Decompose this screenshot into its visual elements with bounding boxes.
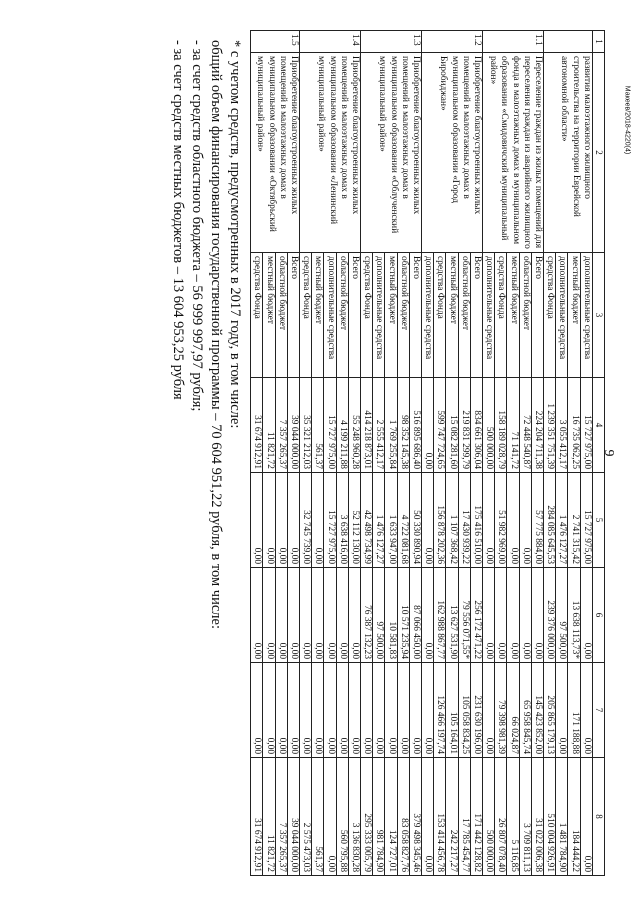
- amount-cell: 145 423 852,00: [531, 663, 543, 758]
- amount-cell: 0,00: [519, 473, 531, 568]
- amount-cell: 79 398 981,39: [495, 663, 507, 758]
- amount-cell: 500 000,00: [482, 758, 494, 876]
- amount-cell: 55 248 960,28: [348, 378, 360, 473]
- amount-cell: 414 218 873,01: [360, 378, 372, 473]
- amount-cell: 2 575 473,03: [299, 758, 311, 876]
- amount-cell: 10 571 235,94: [397, 568, 409, 663]
- amount-cell: 0,00: [421, 663, 433, 758]
- measure-name: Приобретение благоустроенных жилых помещений в малоэтажных домах в муниципальном образовании «Ленинский муниципальный район»: [299, 53, 360, 253]
- funding-source: Всего: [348, 253, 360, 378]
- amount-cell: 0,00: [495, 568, 507, 663]
- amount-cell: 0,00: [287, 568, 299, 663]
- funding-source: дополнительные средства: [580, 253, 592, 378]
- amount-cell: 0,00: [275, 568, 287, 663]
- row-index: 1.3: [360, 31, 421, 53]
- amount-cell: 42 498 734,99: [360, 473, 372, 568]
- amount-cell: 0,00: [348, 663, 360, 758]
- amount-cell: 256 172 471,22: [470, 568, 482, 663]
- amount-cell: 0,00: [251, 568, 263, 663]
- footnote-line: * с учетом средств, предусмотренных в 2017 году, в том числе:: [227, 40, 243, 429]
- amount-cell: 15 082 281,60: [446, 378, 458, 473]
- amount-cell: 1 481 784,90: [556, 758, 568, 876]
- amount-cell: 0,00: [336, 568, 348, 663]
- measure-name: Приобретение благоустроенных жилых помещений в малоэтажных домах в муниципальном образовании «Октябрьский муниципальный район»: [251, 53, 300, 253]
- amount-cell: 0,00: [421, 758, 433, 876]
- funding-source: средства Фонда: [495, 253, 507, 378]
- column-header: 4: [592, 378, 604, 473]
- document-id: Макеев/2018-4220(4): [623, 85, 631, 155]
- amount-cell: 0,00: [275, 663, 287, 758]
- funding-source: местный бюджет: [312, 253, 324, 378]
- amount-cell: 0,00: [263, 568, 275, 663]
- amount-cell: 13 638 113,73*: [568, 568, 580, 663]
- amount-cell: 0,00: [385, 663, 397, 758]
- amount-cell: 0,00: [556, 663, 568, 758]
- amount-cell: 2 555 412,17: [373, 378, 385, 473]
- amount-cell: 184 444,22: [568, 758, 580, 876]
- amount-cell: 0,00: [324, 663, 336, 758]
- amount-cell: 124 727,01: [385, 758, 397, 876]
- amount-cell: 599 747 724,65: [434, 378, 446, 473]
- amount-cell: 219 831 299,79: [458, 378, 470, 473]
- amount-cell: 26 807 078,40: [495, 758, 507, 876]
- amount-cell: 0,00: [397, 663, 409, 758]
- table-row: [470, 31, 482, 876]
- amount-cell: 516 895 686,40: [409, 378, 421, 473]
- amount-cell: 72 448 540,87: [519, 378, 531, 473]
- amount-cell: 981 784,90: [373, 758, 385, 876]
- funding-source: дополнительные средства: [373, 253, 385, 378]
- funding-source: областной бюджет: [336, 253, 348, 378]
- amount-cell: 65 958 845,74: [519, 663, 531, 758]
- row-index: [543, 31, 592, 53]
- amount-cell: 0,00: [263, 473, 275, 568]
- funding-source: средства Фонда: [360, 253, 372, 378]
- measure-name: Приобретение благоустроенных жилых помещений в малоэтажных домах в муниципальном образовании «Облученский муниципальный район»: [360, 53, 421, 253]
- amount-cell: 1 239 351 751,39: [543, 378, 555, 473]
- amount-cell: 0,00: [580, 758, 592, 876]
- amount-cell: 126 466 197,74: [434, 663, 446, 758]
- amount-cell: 35 321 212,03: [299, 378, 311, 473]
- table-row: [580, 31, 592, 876]
- amount-cell: 0,00: [251, 473, 263, 568]
- amount-cell: 57 775 884,00: [531, 473, 543, 568]
- amount-cell: 15 727 975,00: [580, 473, 592, 568]
- amount-cell: 16 735 062,25: [568, 378, 580, 473]
- amount-cell: 1 476 127,27: [373, 473, 385, 568]
- amount-cell: 153 414 456,78: [434, 758, 446, 876]
- amount-cell: 0,00: [421, 568, 433, 663]
- amount-cell: 2 741 315,42: [568, 473, 580, 568]
- amount-cell: 17 785 454,77: [458, 758, 470, 876]
- funding-source: Всего: [531, 253, 543, 378]
- funding-table: [250, 30, 605, 876]
- amount-cell: 52 112 130,00: [348, 473, 360, 568]
- amount-cell: 0,00: [336, 663, 348, 758]
- amount-cell: 295 333 005,79: [360, 758, 372, 876]
- column-header: 6: [592, 568, 604, 663]
- amount-cell: 0,00: [312, 473, 324, 568]
- amount-cell: 3 055 412,17: [556, 378, 568, 473]
- amount-cell: 3 709 811,13: [519, 758, 531, 876]
- amount-cell: 15 727 975,00: [324, 378, 336, 473]
- amount-cell: 156 878 202,36: [434, 473, 446, 568]
- measure-name: Приобретение благоустроенных жилых помещений в малоэтажных домах в муниципальном образовании «Город Биробиджан»: [421, 53, 482, 253]
- amount-cell: 0,00: [531, 568, 543, 663]
- column-header: 5: [592, 473, 604, 568]
- measure-name: Переселение граждан из жилых помещений для переселения граждан из аварийного жилищного фонда в малоэтажных домах в муниципальном образовании «Смидовичский муниципальный район»: [482, 53, 543, 253]
- amount-cell: 284 085 645,53: [543, 473, 555, 568]
- column-header: 8: [592, 758, 604, 876]
- amount-cell: 0,00: [421, 473, 433, 568]
- funding-source: местный бюджет: [568, 253, 580, 378]
- row-index: 1.1: [482, 31, 543, 53]
- amount-cell: 97 500,00: [556, 568, 568, 663]
- amount-cell: 39 044 000,00: [287, 378, 299, 473]
- amount-cell: 0,00: [421, 378, 433, 473]
- funding-source: Всего: [409, 253, 421, 378]
- amount-cell: 76 387 132,23: [360, 568, 372, 663]
- funding-source: Всего: [470, 253, 482, 378]
- amount-cell: 1 769 255,84: [385, 378, 397, 473]
- funding-source: средства Фонда: [434, 253, 446, 378]
- amount-cell: 0,00: [507, 568, 519, 663]
- table-row: [531, 31, 543, 876]
- row-index: 1.2: [421, 31, 482, 53]
- amount-cell: 31 674 912,91: [251, 758, 263, 876]
- funding-source: местный бюджет: [385, 253, 397, 378]
- amount-cell: 171 442 128,82: [470, 758, 482, 876]
- amount-cell: 98 352 145,38: [397, 378, 409, 473]
- table-row: [348, 31, 360, 876]
- funding-source: областной бюджет: [275, 253, 287, 378]
- amount-cell: 175 416 510,00: [470, 473, 482, 568]
- amount-cell: 0,00: [312, 663, 324, 758]
- amount-cell: 1 633 947,00: [385, 473, 397, 568]
- amount-cell: 0,00: [287, 473, 299, 568]
- amount-cell: 224 204 711,38: [531, 378, 543, 473]
- funding-source: средства Фонда: [543, 253, 555, 378]
- funding-source: средства Фонда: [299, 253, 311, 378]
- footnote-line: общий объем финансирования государственной программы – 70 604 951,22 рубля, в том числе:: [208, 40, 224, 629]
- measure-name: развития малоэтажного жилищного строительства на территории Еврейской автономной области»: [543, 53, 592, 253]
- table-row: [287, 31, 299, 876]
- amount-cell: 0,00: [299, 663, 311, 758]
- funding-source: дополнительные средства: [324, 253, 336, 378]
- amount-cell: 510 004 926,91: [543, 758, 555, 876]
- amount-cell: 11 821,72: [263, 758, 275, 876]
- amount-cell: 7 357 265,37: [275, 758, 287, 876]
- amount-cell: 4 199 211,88: [336, 378, 348, 473]
- page-number: 9: [601, 449, 616, 457]
- amount-cell: 834 661 306,04: [470, 378, 482, 473]
- column-header: 1: [592, 31, 604, 53]
- amount-cell: 51 982 969,00: [495, 473, 507, 568]
- amount-cell: 560 795,88: [336, 758, 348, 876]
- funding-source: местный бюджет: [446, 253, 458, 378]
- amount-cell: 39 044 000,00: [287, 758, 299, 876]
- amount-cell: 171 188,88: [568, 663, 580, 758]
- amount-cell: 379 498 345,46: [409, 758, 421, 876]
- amount-cell: 15 727 975,00: [324, 473, 336, 568]
- amount-cell: 0,00: [324, 758, 336, 876]
- row-index: 1.5: [251, 31, 300, 53]
- amount-cell: 4 722 081,68: [397, 473, 409, 568]
- amount-cell: 11 821,72: [263, 378, 275, 473]
- amount-cell: 66 024,87: [507, 663, 519, 758]
- amount-cell: 0,00: [348, 568, 360, 663]
- column-header: 2: [592, 53, 604, 253]
- funding-source: дополнительные средства: [556, 253, 568, 378]
- funding-source: местный бюджет: [507, 253, 519, 378]
- amount-cell: 105 058 834,25: [458, 663, 470, 758]
- funding-source: Всего: [287, 253, 299, 378]
- amount-cell: 0,00: [482, 473, 494, 568]
- footnote-line: - за счет средств областного бюджета – 56 999 997,97 рубля;: [189, 40, 205, 412]
- amount-cell: 0,00: [251, 663, 263, 758]
- amount-cell: 32 745 739,00: [299, 473, 311, 568]
- amount-cell: 5 116,85: [507, 758, 519, 876]
- amount-cell: 239 376 000,00: [543, 568, 555, 663]
- footnotes: [168, 40, 244, 870]
- amount-cell: 79 556 071,55*: [458, 568, 470, 663]
- amount-cell: 0,00: [519, 568, 531, 663]
- amount-cell: 50 330 890,94: [409, 473, 421, 568]
- amount-cell: 0,00: [312, 568, 324, 663]
- funding-source: дополнительные средства: [482, 253, 494, 378]
- amount-cell: 15 727 975,00: [580, 378, 592, 473]
- funding-source: областной бюджет: [397, 253, 409, 378]
- amount-cell: 500 000,00: [482, 378, 494, 473]
- amount-cell: 83 058 827,76: [397, 758, 409, 876]
- amount-cell: 0,00: [373, 663, 385, 758]
- amount-cell: 158 189 028,79: [495, 378, 507, 473]
- table-header-row: [592, 31, 604, 876]
- amount-cell: 0,00: [580, 568, 592, 663]
- amount-cell: 561,37: [312, 378, 324, 473]
- amount-cell: 31 674 912,91: [251, 378, 263, 473]
- footnote-line: - за счет средств местных бюджетов – 13 604 953,25 рубля: [170, 40, 186, 400]
- amount-cell: 0,00: [580, 663, 592, 758]
- amount-cell: 205 865 179,13: [543, 663, 555, 758]
- funding-source: средства Фонда: [251, 253, 263, 378]
- amount-cell: 0,00: [507, 473, 519, 568]
- amount-cell: 0,00: [409, 663, 421, 758]
- amount-cell: 87 066 450,00: [409, 568, 421, 663]
- amount-cell: 3 638 416,00: [336, 473, 348, 568]
- amount-cell: 1 107 368,42: [446, 473, 458, 568]
- amount-cell: 0,00: [324, 568, 336, 663]
- amount-cell: 0,00: [263, 663, 275, 758]
- amount-cell: 242 217,27: [446, 758, 458, 876]
- amount-cell: 71 141,72: [507, 378, 519, 473]
- amount-cell: 162 988 867,77: [434, 568, 446, 663]
- amount-cell: 1 476 127,27: [556, 473, 568, 568]
- funding-source: местный бюджет: [263, 253, 275, 378]
- amount-cell: 0,00: [275, 473, 287, 568]
- rotated-page-content: [35, 30, 605, 875]
- funding-source: областной бюджет: [519, 253, 531, 378]
- amount-cell: 10 581,83: [385, 568, 397, 663]
- amount-cell: 97 500,00: [373, 568, 385, 663]
- amount-cell: 17 430 939,22: [458, 473, 470, 568]
- amount-cell: 231 630 196,00: [470, 663, 482, 758]
- amount-cell: 31 022 006,38: [531, 758, 543, 876]
- column-header: 3: [592, 253, 604, 378]
- funding-source: дополнительные средства: [421, 253, 433, 378]
- column-header: 7: [592, 663, 604, 758]
- amount-cell: 13 627 531,90: [446, 568, 458, 663]
- funding-source: областной бюджет: [458, 253, 470, 378]
- amount-cell: 105 164,01: [446, 663, 458, 758]
- table-row: [409, 31, 421, 876]
- amount-cell: 0,00: [299, 568, 311, 663]
- amount-cell: 7 357 265,37: [275, 378, 287, 473]
- amount-cell: 3 136 830,28: [348, 758, 360, 876]
- amount-cell: 0,00: [482, 663, 494, 758]
- amount-cell: 0,00: [287, 663, 299, 758]
- amount-cell: 0,00: [482, 568, 494, 663]
- row-index: 1.4: [299, 31, 360, 53]
- amount-cell: 561,37: [312, 758, 324, 876]
- amount-cell: 0,00: [360, 663, 372, 758]
